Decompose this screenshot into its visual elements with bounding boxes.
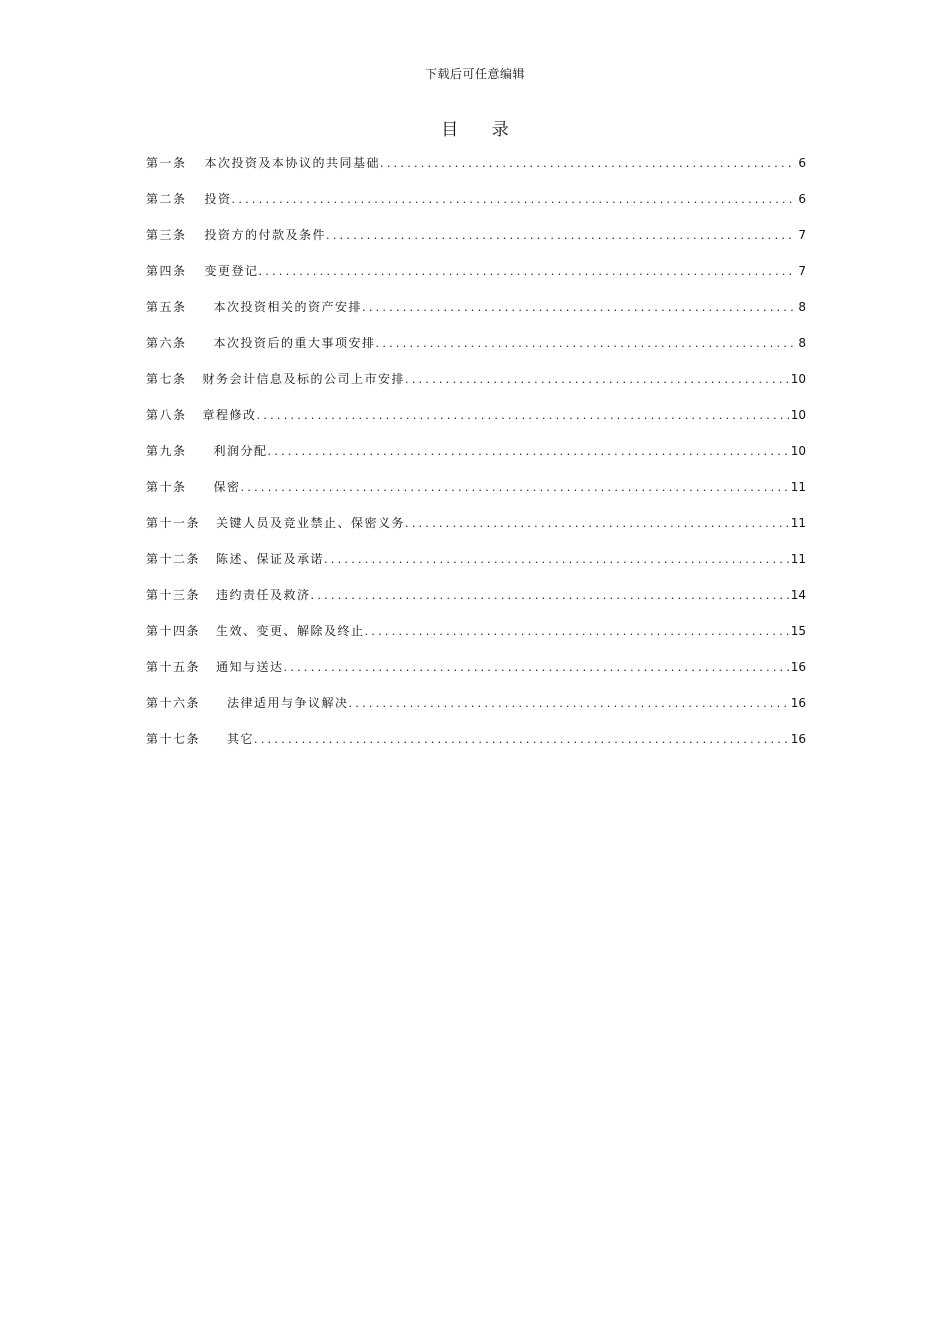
toc-leader-dots (324, 547, 789, 573)
toc-entry-page: 11 (790, 552, 806, 566)
toc-entry[interactable] (146, 294, 806, 330)
toc-leader-dots (284, 655, 789, 681)
toc-entry-page: 15 (790, 624, 806, 638)
toc-entry[interactable] (146, 582, 806, 618)
toc-entry-page: 11 (790, 516, 806, 530)
toc-entry[interactable] (146, 222, 806, 258)
toc-entry-title: 法律适用与争议解决 (227, 696, 349, 710)
toc-leader-dots (259, 259, 797, 285)
toc-entry-page: 10 (790, 408, 806, 422)
toc-entry-title: 关键人员及竞业禁止、保密义务 (216, 516, 406, 530)
toc-entry[interactable] (146, 726, 806, 762)
toc-entry-page: 6 (798, 156, 806, 170)
toc-entry-number: 第十二条 (146, 552, 201, 566)
toc-entry-number: 第十七条 (146, 732, 201, 746)
toc-entry-page: 8 (798, 300, 806, 314)
toc-leader-dots (268, 439, 789, 465)
toc-entry-number: 第一条 (146, 156, 187, 170)
toc-entry-number: 第四条 (146, 264, 187, 278)
toc-leader-dots (376, 331, 797, 357)
toc-entry-number: 第七条 (146, 372, 187, 386)
toc-entry-title: 财务会计信息及标的公司上市安排 (202, 372, 406, 386)
toc-leader-dots (380, 151, 796, 177)
toc-entry-number: 第十四条 (146, 624, 201, 638)
toc-entry-number: 第五条 (146, 300, 187, 314)
toc-entry-title: 违约责任及救济 (216, 588, 311, 602)
toc-entry-title: 其它 (227, 732, 255, 746)
toc-entry-title: 保密 (213, 480, 241, 494)
toc-entry-page: 7 (798, 228, 806, 242)
toc-entry-page: 10 (790, 372, 806, 386)
toc-entry-number: 第六条 (146, 336, 187, 350)
toc-leader-dots (326, 223, 796, 249)
toc-entry-page: 11 (790, 480, 806, 494)
toc-entry[interactable] (146, 546, 806, 582)
toc-entry-title: 本次投资及本协议的共同基础 (204, 156, 381, 170)
toc-entry-title: 本次投资后的重大事项安排 (213, 336, 376, 350)
toc-entry-title: 生效、变更、解除及终止 (216, 624, 365, 638)
toc-entry-title: 利润分配 (213, 444, 268, 458)
toc-leader-dots (254, 727, 789, 753)
toc-leader-dots (362, 295, 796, 321)
toc-entry-number: 第十一条 (146, 516, 201, 530)
toc-entry-title: 章程修改 (202, 408, 257, 422)
toc-entry-page: 8 (798, 336, 806, 350)
toc-entry-number: 第二条 (146, 192, 187, 206)
toc-entry-title: 陈述、保证及承诺 (216, 552, 325, 566)
toc-entry-title: 投资方的付款及条件 (204, 228, 327, 242)
toc-entry[interactable] (146, 258, 806, 294)
toc-entry-page: 16 (790, 732, 806, 746)
toc-entry[interactable] (146, 474, 806, 510)
toc-entry[interactable] (146, 654, 806, 690)
toc-leader-dots (405, 511, 789, 537)
toc-entry-title: 通知与送达 (216, 660, 284, 674)
toc-leader-dots (349, 691, 789, 717)
toc-entry[interactable] (146, 330, 806, 366)
toc-entry-number: 第十五条 (146, 660, 201, 674)
toc-entry-number: 第十三条 (146, 588, 201, 602)
toc-leader-dots (257, 403, 789, 429)
toc-entry[interactable] (146, 186, 806, 222)
toc-leader-dots (311, 583, 789, 609)
toc-leader-dots (232, 187, 797, 213)
toc-entry-title: 变更登记 (204, 264, 259, 278)
toc-entry-number: 第十条 (146, 480, 187, 494)
toc-title: 目 录 (441, 120, 523, 140)
toc-entry[interactable] (146, 510, 806, 546)
toc-entry-page: 7 (798, 264, 806, 278)
toc-entry-number: 第八条 (146, 408, 187, 422)
toc-entry-page: 14 (790, 588, 806, 602)
toc-entry-number: 第十六条 (146, 696, 201, 710)
toc-entry[interactable] (146, 438, 806, 474)
toc-entry[interactable] (146, 618, 806, 654)
toc-leader-dots (365, 619, 789, 645)
toc-leader-dots (241, 475, 789, 501)
toc-leader-dots (405, 367, 789, 393)
toc-entry-title: 投资 (204, 192, 232, 206)
toc-entry[interactable] (146, 402, 806, 438)
toc-entry-page: 16 (790, 660, 806, 674)
toc-entry[interactable] (146, 366, 806, 402)
toc-entry-number: 第三条 (146, 228, 187, 242)
toc-entry-title: 本次投资相关的资产安排 (213, 300, 363, 314)
toc-entry[interactable] (146, 150, 806, 186)
toc-entry-page: 6 (798, 192, 806, 206)
page-header: 下载后可任意编辑 (424, 67, 525, 81)
table-of-contents (146, 150, 806, 762)
toc-entry-number: 第九条 (146, 444, 187, 458)
toc-entry-page: 10 (790, 444, 806, 458)
toc-entry-page: 16 (790, 696, 806, 710)
toc-entry[interactable] (146, 690, 806, 726)
